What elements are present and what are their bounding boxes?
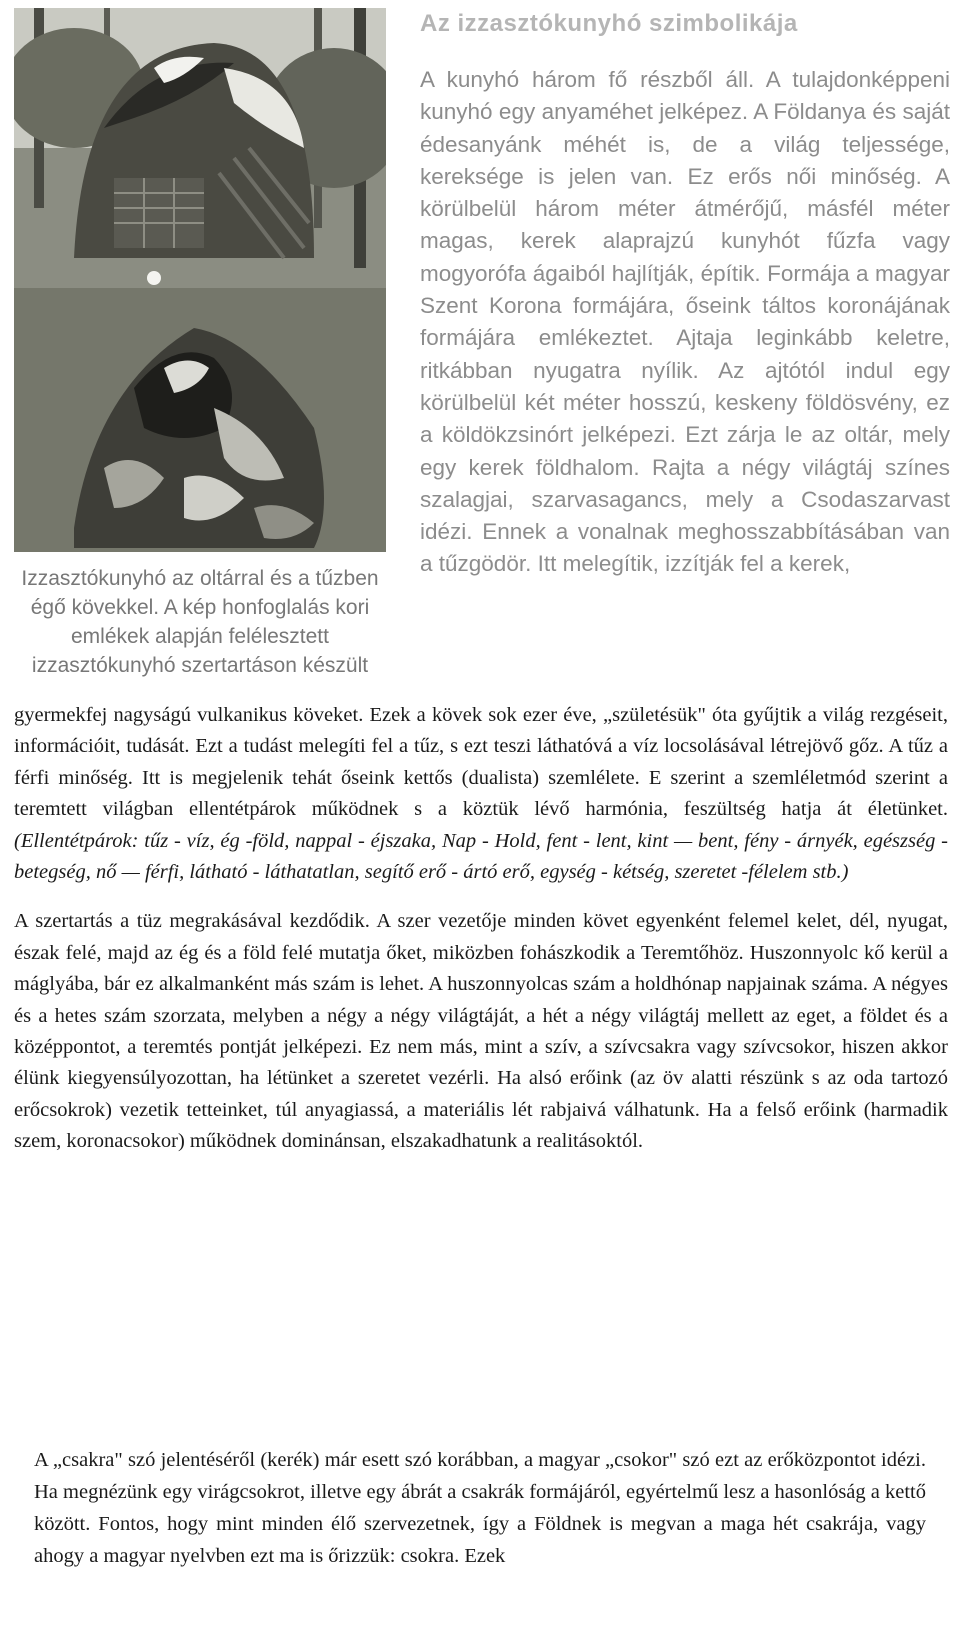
main-body — [14, 700, 948, 1158]
paragraph-1 — [14, 700, 948, 888]
paragraph-3: A „csakra" szó jelentéséről (kerék) már esett szó korábban, a magyar „csokor" szó ezt az erőközpontot idézi. Ha megnézünk egy virágcsokrot, illetve egy ábrát a csakrák formájáról, egyértelmű lesz a hasonlóság a kettő között. Fontos, hogy mint minden élő szervezetnek, így a Földnek is megvan a maga hét csakrája, vagy ahogy a magyar nyelvben ezt ma is őrizzük: csokra. Ezek — [34, 1449, 926, 1567]
sweat-lodge-photo — [14, 8, 386, 552]
photo-sweat-lodge-icon — [14, 8, 386, 552]
section-title: Az izzasztókunyhó szimbolikája — [420, 10, 798, 37]
paragraph-1-italic: (Ellentétpárok: tűz - víz, ég -föld, nappal - éjszaka, Nap - Hold, fent - lent, kint — bent, fény - árnyék, egészség - betegség, nő — férfi, látható - láthatatlan, segítő erő - ártó erő, egység - kétség, szeretet -félelem stb.) — [14, 829, 948, 884]
right-column-text: A kunyhó három fő részből áll. A tulajdonképpeni kunyhó egy anyaméhet jelképez. A Földanya és saját édesanyánk méhét is, de a világ teljessége, kereksége is jelen van. Ez erős női minőség. A körülbelül három méter átmérőjű, másfél méter magas, kerek alaprajzú kunyhót fűzfa vagy mogyorófa ágaiból hajlítják, építik. Formája a magyar Szent Korona formájára, őseink táltos koronájának formájára emlékeztet. Ajtaja leginkább keletre, ritkábban nyugatra nyílik. Az ajtótól indul egy körülbelül két méter hosszú, keskeny földösvény, ez a köldökzsinórt jelképezi. Ezt zárja le az oltár, mely egy kerek földhalom. Rajta a négy világtáj színes szalagjai, szarvasagancs, mely a Csodaszarvast idézi. Ennek a vonalnak meghosszabbításában van a tűzgödör. Itt melegítik, izzítják fel a kerek, — [420, 67, 950, 577]
paragraph-2: A szertartás a tüz megrakásával kezdődik. A szer vezetője minden követ egyenként felemel kelet, dél, nyugat, észak felé, majd az ég és a föld felé mutatja őket, miközben fohászkodik a Teremtőhöz. Huszonnyolc kő kerül a máglyába, bár ez alkalmanként más szám is lehet. A huszonnyolcas szám a holdhónap napjainak száma. A négyes és a hetes szám szorzata, melyben a négy a négy világtáját, a hét a négy világtáj mellett az eget, a földet és a középpontot, a teremtés pontját jelképezi. Ez nem más, mint a szív, a szívcsakra vagy szívcsokor, hiszen akkor élünk kiegyensúlyozottan, ha létünket a szeretet vezérli. Ha alsó erőink (az öv alatti részünk s az oda tartozó erőcsokrok) vezetik tetteinket, túl anyagiassá, a materiális lét rabjaivá válhatunk. Ha a felső erőink (harmadik szem, koronacsokor) működnek dominánsan, elszakadhatunk a realitásoktól. — [14, 910, 948, 1153]
paragraph-1-text: gyermekfej nagyságú vulkanikus köveket. Ezek a kövek sok ezer éve, „születésük" óta gyűjtik a világ rezgéseit, információit, tudását. Ezt a tudást melegíti fel a tűz, s ezt teszi láthatóvá a víz locsolásával létrejövő gőz. A tűz a férfi minőség. Itt is megjelenik tehát őseink kettős (dualista) szemlélete. E szerint a szemléletmód szerint a teremtett világban ellentétpárok működnek s a köztük lévő harmónia, feszültség hatja át életünket. — [14, 704, 948, 821]
photo-caption: Izzasztókunyhó az oltárral és a tűzben égő kövekkel. A kép honfoglalás kori emlékek alapján felélesztett izzasztókunyhó szertartáson készült — [21, 567, 379, 677]
